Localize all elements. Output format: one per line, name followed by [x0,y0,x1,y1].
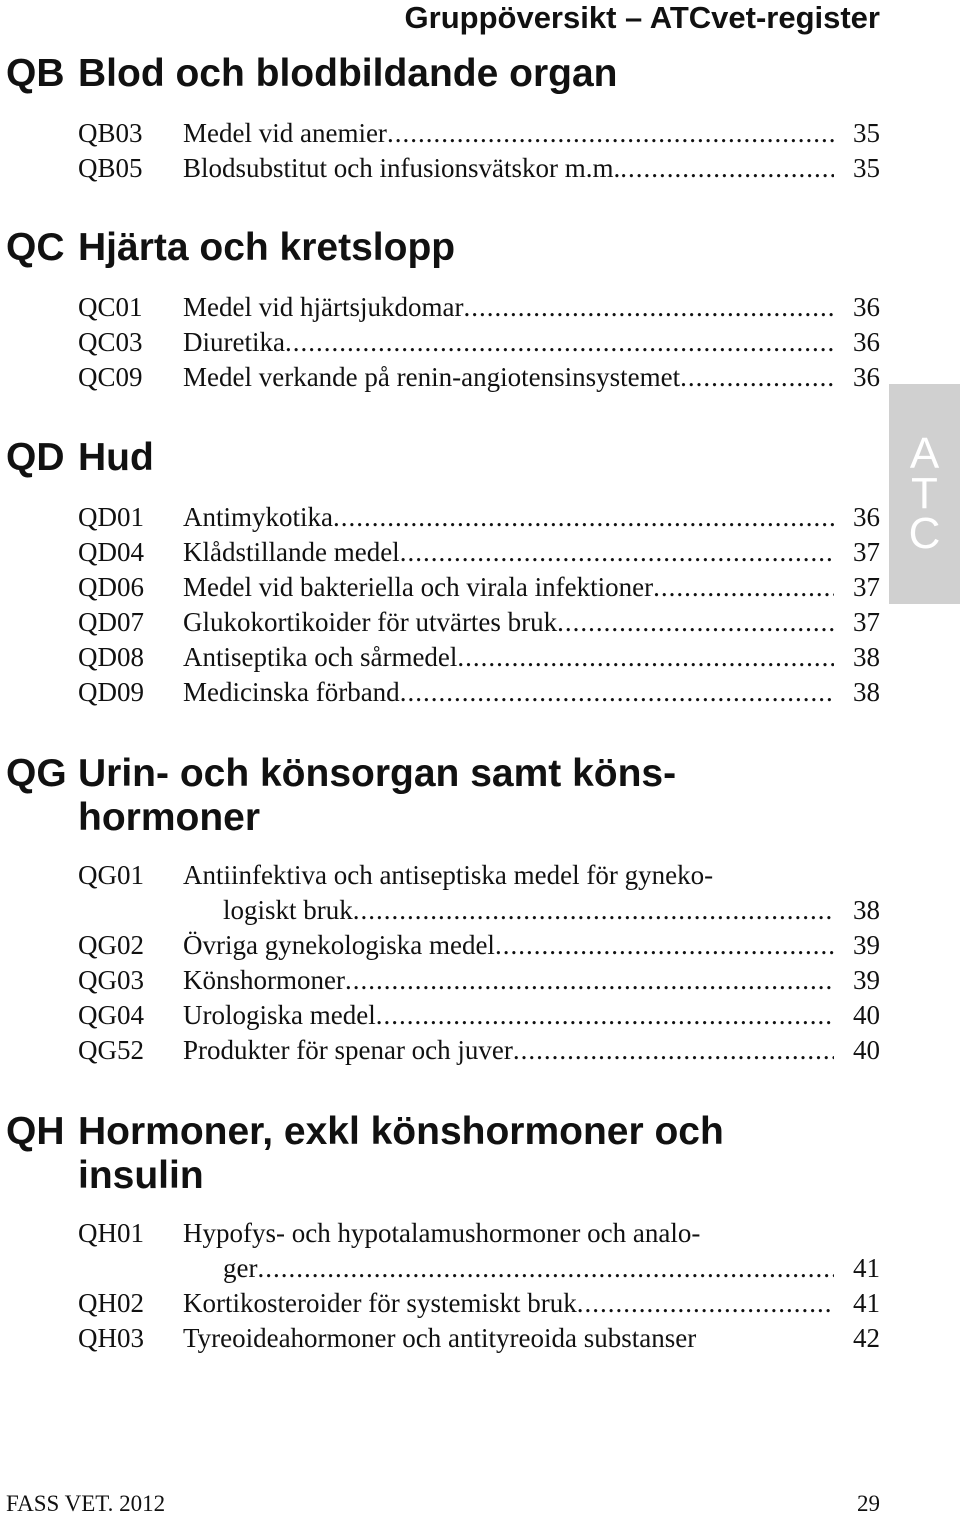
index-entry [6,151,880,186]
dot-leader [513,1033,834,1068]
entry-text: Urologiska medel [183,1000,376,1030]
dot-leader [333,500,834,535]
entry-code: QD08 [78,642,144,672]
entry-page: 39 [853,930,880,960]
index-entry [6,290,880,325]
index-entry [6,998,880,1033]
entry-code: QD09 [78,677,144,707]
entry-text: Medel vid hjärtsjukdomar [183,292,464,322]
entry-page: 38 [853,677,880,707]
section-qg [6,752,880,1068]
index-entry [6,963,880,998]
index-entry [6,1321,880,1356]
section-title: Hud [78,436,154,479]
section-heading [6,226,880,270]
section-title-line-2: insulin [78,1154,204,1197]
section-qh [6,1110,880,1356]
entry-page: 42 [853,1323,880,1353]
tab-letter: A [909,429,940,478]
entry-page: 39 [853,965,880,995]
entry-code: QB03 [78,118,143,148]
entry-page: 37 [853,607,880,637]
dot-leader [495,928,834,963]
tab-letter: C [908,509,941,558]
section-heading [6,436,880,480]
tab-letter: T [911,469,938,518]
index-entry [6,605,880,640]
section-code: QG [6,752,67,795]
index-entry [6,360,880,395]
entry-code: QH01 [78,1218,144,1248]
dot-leader [387,116,834,151]
dot-leader [653,570,834,605]
entry-page: 41 [853,1288,880,1318]
entry-code: QG02 [78,930,144,960]
dot-leader [620,151,834,186]
section-code: QD [6,436,65,479]
entry-text: Antiseptika och sårmedel [183,642,458,672]
entry-code: QC03 [78,327,143,357]
section-title-line-1: Hormoner, exkl könshormoner och [78,1110,724,1153]
entry-code: QD01 [78,502,144,532]
dot-leader [457,640,834,675]
dot-leader [285,325,834,360]
entry-text: Produkter för spenar och juver [183,1035,513,1065]
entry-text: Medel vid anemier [183,118,387,148]
entry-code: QD07 [78,607,144,637]
index-entry [6,928,880,963]
entry-text-line-1: Antiinfektiva och antiseptiska medel för gyneko- [183,860,714,890]
entry-text-line-2: ger [223,1253,258,1283]
section-heading [6,1110,880,1198]
entry-page: 36 [853,292,880,322]
section-title-line-1: Urin- och könsorgan samt köns- [78,752,677,795]
entry-page: 35 [853,153,880,183]
index-entry [6,116,880,151]
index-entry [6,1286,880,1321]
entry-page: 37 [853,572,880,602]
entry-page: 38 [853,895,880,925]
entry-code: QD04 [78,537,144,567]
section-code: QC [6,226,65,269]
entry-text: Kortikosteroider för systemiskt bruk [183,1288,577,1318]
index-entry [6,1216,880,1286]
dot-leader [463,290,834,325]
entry-text: Medel verkande på renin-angiotensinsystemet [183,362,681,392]
section-qb [6,52,880,186]
entry-code: QH03 [78,1323,144,1353]
entry-text: Tyreoideahormoner och antityreoida substanser [183,1323,697,1353]
atc-side-tab [889,384,960,604]
entry-code: QB05 [78,153,143,183]
index-entry [6,570,880,605]
index-entry [6,325,880,360]
entry-text: Medicinska förband [183,677,400,707]
dot-leader [557,605,834,640]
dot-leader [577,1286,834,1321]
entry-page: 36 [853,362,880,392]
dot-leader [680,360,834,395]
entry-text-line-1: Hypofys- och hypotalamushormoner och analo- [183,1218,701,1248]
dot-leader [257,1251,834,1286]
entry-page: 40 [853,1035,880,1065]
section-qc [6,226,880,395]
dot-leader [345,963,834,998]
entry-code: QG03 [78,965,144,995]
entry-page: 35 [853,118,880,148]
entry-page: 36 [853,327,880,357]
section-code: QB [6,52,65,95]
index-entry [6,535,880,570]
section-code: QH [6,1110,65,1153]
entry-code: QC09 [78,362,143,392]
index-entry [6,858,880,928]
section-title: Hjärta och kretslopp [78,226,456,269]
entry-text: Antimykotika [183,502,333,532]
entry-text-line-2: logiskt bruk [223,895,353,925]
index-entry [6,640,880,675]
entry-code: QG04 [78,1000,144,1030]
footer-publication: FASS VET. 2012 [6,1491,166,1516]
footer-page-number: 29 [857,1491,880,1516]
entry-page: 41 [853,1253,880,1283]
section-heading [6,52,880,96]
dot-leader [376,998,834,1033]
section-qd [6,436,880,710]
entry-text: Diuretika [183,327,285,357]
dot-leader [400,535,834,570]
dot-leader [400,675,834,710]
entry-text: Blodsubstitut och infusionsvätskor m.m. [183,153,621,183]
entry-code: QC01 [78,292,143,322]
index-entry [6,500,880,535]
entry-page: 36 [853,502,880,532]
section-heading [6,752,880,840]
entry-page: 38 [853,642,880,672]
entry-code: QG52 [78,1035,144,1065]
entry-text: Medel vid bakteriella och virala infektioner [183,572,654,602]
entry-text: Övriga gynekologiska medel [183,930,495,960]
section-title-line-2: hormoner [78,796,261,839]
entry-code: QD06 [78,572,144,602]
index-entry [6,1033,880,1068]
entry-text: Könshormoner [183,965,345,995]
entry-page: 37 [853,537,880,567]
entry-text: Klådstillande medel [183,537,400,567]
entry-page: 40 [853,1000,880,1030]
page-title: Gruppöversikt – ATCvet-register [404,0,880,35]
dot-leader [353,893,834,928]
entry-code: QH02 [78,1288,144,1318]
entry-code: QG01 [78,860,144,890]
entry-text: Glukokortikoider för utvärtes bruk [183,607,558,637]
index-entry [6,675,880,710]
section-title: Blod och blodbildande organ [78,52,618,95]
